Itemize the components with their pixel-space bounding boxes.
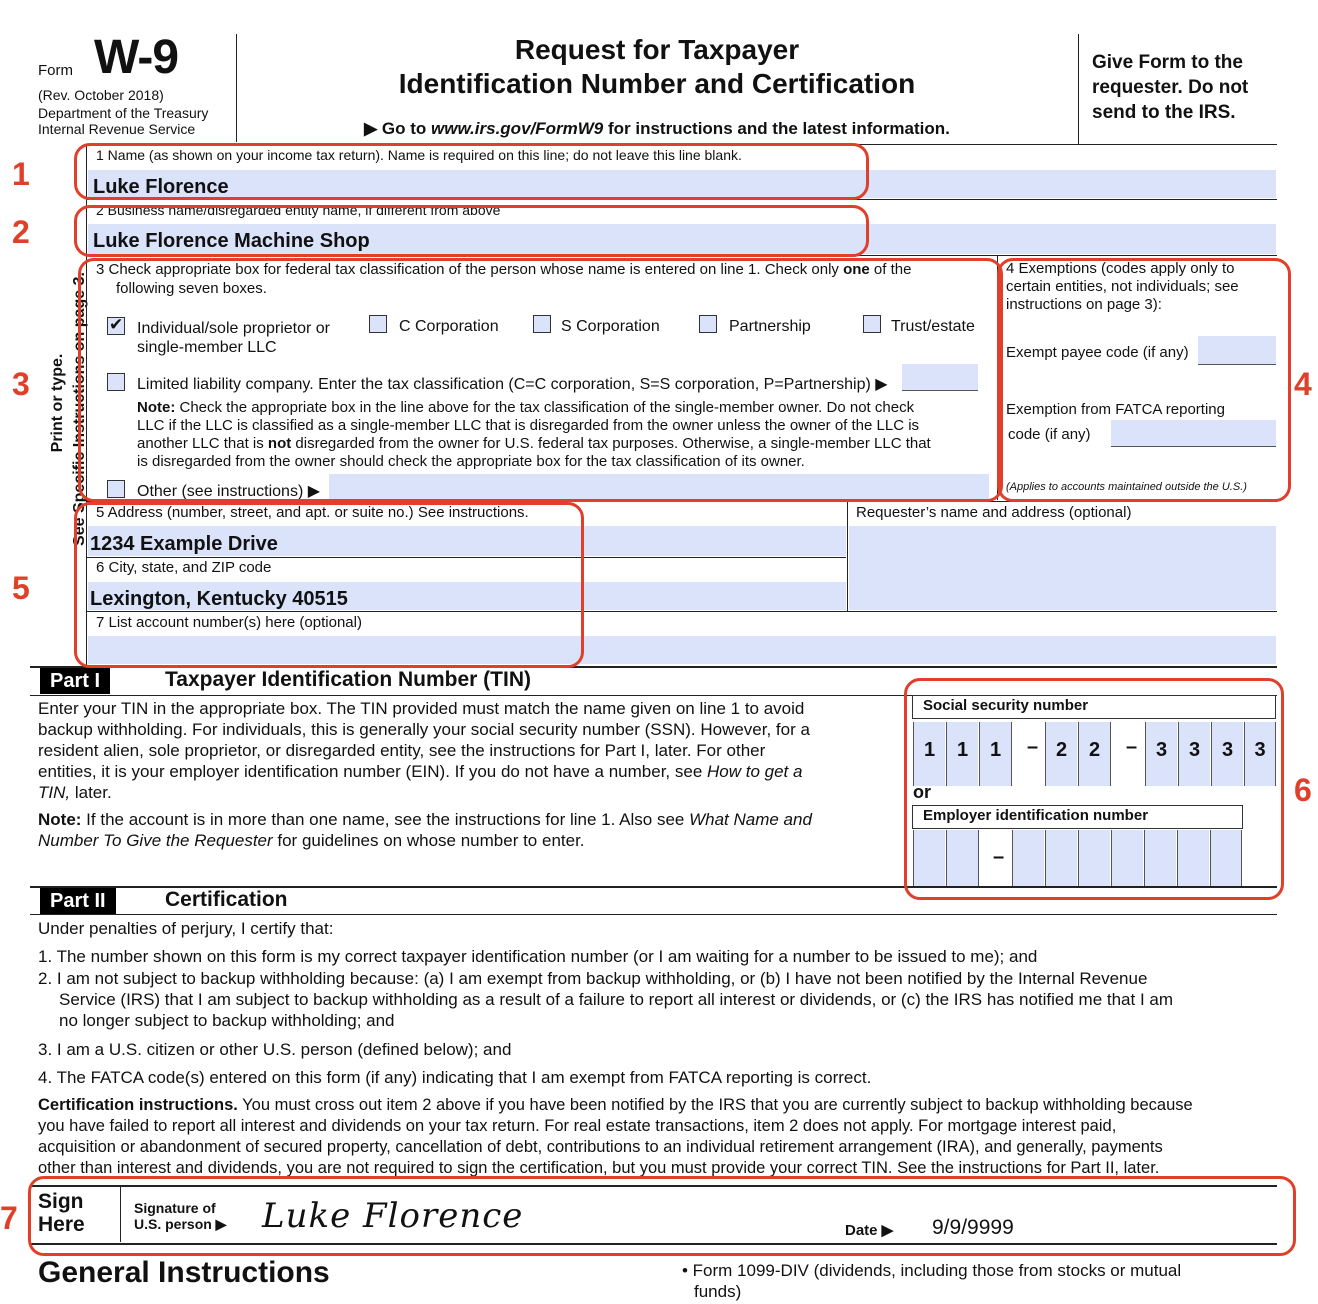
cert-item-3: 3. I am a U.S. citizen or other U.S. person (defined below); and xyxy=(38,1040,512,1059)
form-number: W-9 xyxy=(94,31,179,84)
callout-box-2 xyxy=(74,205,869,257)
or-label: or xyxy=(913,782,931,802)
ssn-dash-1: – xyxy=(1027,736,1039,758)
part1-p5 xyxy=(38,782,898,803)
ssn-digit[interactable]: 2 xyxy=(1045,722,1077,786)
ein-label: Employer identification number xyxy=(912,805,1243,829)
part1-p2: backup withholding. For individuals, this is generally your social security number (SSN). However, for a xyxy=(38,720,810,739)
cert-item-2c: no longer subject to backup withholding; and xyxy=(59,1011,395,1030)
callout-box-1 xyxy=(74,143,869,200)
label-trust-estate: Trust/estate xyxy=(891,318,975,335)
cert-item-4: 4. The FATCA code(s) entered on this form (if any) indicating that I am exempt from FATCA reporting is correct. xyxy=(38,1068,872,1087)
line6-label: 6 City, state, and ZIP code xyxy=(96,559,272,576)
line7-label: 7 List account number(s) here (optional) xyxy=(96,614,362,631)
note-line3c: disregarded from the owner for U.S. federal tax purposes. Otherwise, a single-member LLC that xyxy=(291,435,931,452)
requester-field[interactable] xyxy=(849,526,1276,610)
ssn-digit[interactable]: 3 xyxy=(1145,722,1177,786)
label-individual: Individual/sole proprietor or xyxy=(137,320,330,337)
callout-number-2: 2 xyxy=(12,214,30,250)
ssn-digit[interactable]: 3 xyxy=(1244,722,1276,786)
cert-instr-bold: Certification instructions. xyxy=(38,1096,238,1114)
requester-divider xyxy=(847,501,848,611)
fatca-applies-note: (Applies to accounts maintained outside the U.S.) xyxy=(1006,481,1247,493)
part1-title: Taxpayer Identification Number (TIN) xyxy=(165,668,531,691)
cert-item-2 xyxy=(38,968,1173,1031)
note-line4: is disregarded from the owner should check the appropriate box for the tax classification of its owner. xyxy=(137,453,805,470)
callout-box-6 xyxy=(904,678,1284,900)
fatca-label-2: code (if any) xyxy=(1008,426,1091,443)
note-bold: Note: xyxy=(137,399,176,416)
part1-note-bold: Note: xyxy=(38,810,82,829)
line3-label-a: 3 Check appropriate box for federal tax classification of the person whose name is entered on line 1. Check only xyxy=(96,261,844,278)
line3-label-c: of the xyxy=(869,261,912,278)
part1-p4 xyxy=(38,761,898,782)
goto-prefix: ▶ Go to xyxy=(364,119,432,138)
see-specific-instructions: See Specific Instructions on page 3. xyxy=(71,272,88,546)
label-partnership: Partnership xyxy=(729,318,811,335)
callout-box-3 xyxy=(78,258,1003,502)
note-line3-not: not xyxy=(267,435,292,452)
part1-n1b: What Name and xyxy=(689,810,812,829)
part1-p5a: TIN, xyxy=(38,783,71,802)
line4-l2: certain entities, not individuals; see xyxy=(1006,278,1239,295)
form-title-line1: Request for Taxpayer xyxy=(514,34,800,65)
cert-instr-4: other than interest and dividends, you are not required to sign the certification, but you must provide your correct TIN. See the instructions for Part II, later. xyxy=(38,1159,1160,1177)
callout-box-5 xyxy=(74,502,584,668)
exempt-payee-label: Exempt payee code (if any) xyxy=(1006,344,1189,361)
cert-item-1: 1. The number shown on this form is my correct taxpayer identification number (or I am waiting for a number to be issued to me); and xyxy=(38,947,1038,966)
general-instructions-title: General Instructions xyxy=(38,1256,330,1289)
cert-instructions xyxy=(38,1095,1283,1179)
part1-p1: Enter your TIN in the appropriate box. The TIN provided must match the name given on line 1 to avoid xyxy=(38,699,805,718)
cert-item-2b: Service (IRS) that I am subject to backup withholding as a result of a failure to report all interest or dividends, or (c) the IRS has notified me that I am xyxy=(59,990,1174,1009)
signature-label-2: U.S. person ▶ xyxy=(134,1216,227,1232)
agency: Internal Revenue Service xyxy=(38,121,196,137)
ssn-digit[interactable]: 3 xyxy=(1211,722,1243,786)
part2-tag: Part II xyxy=(40,888,116,914)
label-llc: Limited liability company. Enter the tax classification (C=C corporation, S=S corporation, P=Partnership) ▶ xyxy=(137,376,888,393)
line5-label: 5 Address (number, street, and apt. or suite no.) See instructions. xyxy=(96,504,529,521)
cert-intro: Under penalties of perjury, I certify that: xyxy=(38,919,334,938)
here-word: Here xyxy=(38,1213,85,1236)
line2-label: 2 Business name/disregarded entity name, if different from above xyxy=(96,202,501,218)
line6-city-value: Lexington, Kentucky 40515 xyxy=(90,588,348,610)
part1-p5b: later. xyxy=(70,783,112,802)
callout-number-1: 1 xyxy=(12,156,30,192)
label-s-corporation: S Corporation xyxy=(561,318,660,335)
label-c-corporation: C Corporation xyxy=(399,318,499,335)
part1-note-1 xyxy=(38,809,898,830)
part2-title: Certification xyxy=(165,888,288,911)
part1-tag: Part I xyxy=(40,668,110,694)
cert-item-2a: 2. I am not subject to backup withholding because: (a) I am exempt from backup withholding, or (b) I have not been notified by the Internal Revenue xyxy=(38,969,1148,988)
callout-number-4: 4 xyxy=(1294,366,1312,402)
ssn-dash-2: – xyxy=(1126,736,1138,758)
line4-l1: 4 Exemptions (codes apply only to xyxy=(1006,260,1235,277)
cert-instr-2: you have failed to report all interest and dividends on your tax return. For real estate transactions, item 2 does not apply. For mortgage interest paid, xyxy=(38,1117,1117,1135)
check-mark-icon: ✔ xyxy=(109,315,124,334)
date-label: Date ▶ xyxy=(845,1222,894,1239)
irs-link[interactable]: www.irs.gov/FormW9 xyxy=(431,119,604,138)
note-line3a: another LLC that is xyxy=(137,435,268,452)
instructions-link-line xyxy=(236,119,1078,139)
callout-number-5: 5 xyxy=(12,570,30,606)
callout-number-6: 6 xyxy=(1294,772,1312,808)
ssn-digit[interactable]: 3 xyxy=(1178,722,1210,786)
part1-p3: resident alien, sole proprietor, or disregarded entity, see the instructions for Part I, later. For other xyxy=(38,741,766,760)
ssn-digit[interactable]: 1 xyxy=(946,722,978,786)
ein-dash: – xyxy=(993,846,1005,868)
part1-p4b: How to get a xyxy=(707,762,803,781)
callout-number-7: 7 xyxy=(0,1200,18,1236)
line4-l3: instructions on page 3): xyxy=(1006,296,1162,313)
signature-field[interactable]: Luke Florence xyxy=(262,1196,524,1236)
ssn-digit[interactable]: 2 xyxy=(1078,722,1111,786)
cert-instr-3: acquisition or abandonment of secured property, cancellation of debt, contributions to an individual retirement arrangement (IRA), and generally, payments xyxy=(38,1138,1163,1156)
part2-title-rule xyxy=(30,914,1277,915)
general-bullet-1 xyxy=(682,1260,1181,1302)
note-line2: LLC if the LLC is classified as a single-member LLC that is disregarded from the owner unless the owner of the LLC is xyxy=(137,417,920,434)
sign-word: Sign xyxy=(38,1190,84,1213)
part1-n2b: for guidelines on whose number to enter. xyxy=(272,831,585,850)
part1-note-2 xyxy=(38,830,898,851)
part1-p4a: entities, it is your employer identification number (EIN). If you do not have a number, see xyxy=(38,762,708,781)
give-form-note: Give Form to the requester. Do not send to the IRS. xyxy=(1092,52,1249,123)
print-or-type: Print or type. xyxy=(49,353,66,453)
line3-label-one: one xyxy=(843,261,870,278)
signature-label-1: Signature of xyxy=(134,1200,216,1216)
form-title-line2: Identification Number and Certification xyxy=(398,68,916,99)
callout-number-3: 3 xyxy=(12,366,30,402)
bullet-line-2: funds) xyxy=(694,1282,742,1301)
ssn-digit[interactable]: 1 xyxy=(979,722,1012,786)
form-label: Form xyxy=(38,62,73,79)
ssn-label: Social security number xyxy=(912,695,1276,719)
callout-box-4 xyxy=(997,258,1291,502)
line2-business-value: Luke Florence Machine Shop xyxy=(93,230,370,252)
goto-suffix: for instructions and the latest information. xyxy=(603,119,950,138)
part1-n1a: If the account is in more than one name, see the instructions for line 1. Also see xyxy=(81,810,690,829)
cert-instr-1: You must cross out item 2 above if you have been notified by the IRS that you are currently subject to backup withholding because xyxy=(237,1096,1193,1114)
note-line1: Check the appropriate box in the line above for the tax classification of the single-member owner. Do not check xyxy=(175,399,915,416)
header-divider-right xyxy=(1078,34,1079,144)
callout-box-7 xyxy=(28,1176,1296,1256)
ssn-digit[interactable]: 1 xyxy=(913,722,945,786)
label-individual-2: single-member LLC xyxy=(137,339,277,356)
requester-label: Requester’s name and address (optional) xyxy=(856,504,1132,521)
line5-address-value: 1234 Example Drive xyxy=(90,533,278,555)
cut-off-text xyxy=(38,1298,598,1304)
revision-date: (Rev. October 2018) xyxy=(38,87,164,103)
fatca-label-1: Exemption from FATCA reporting xyxy=(1006,401,1225,418)
line3-label-d: following seven boxes. xyxy=(116,280,267,297)
bullet-line-1: • Form 1099-DIV (dividends, including those from stocks or mutual xyxy=(682,1261,1182,1280)
date-field[interactable]: 9/9/9999 xyxy=(932,1216,1014,1239)
part1-n2a: Number To Give the Requester xyxy=(38,831,273,850)
label-other: Other (see instructions) ▶ xyxy=(137,483,321,500)
line1-name-value: Luke Florence xyxy=(93,176,229,198)
department: Department of the Treasury xyxy=(38,105,209,121)
part1-instructions xyxy=(38,698,898,851)
line1-label: 1 Name (as shown on your income tax return). Name is required on this line; do not leave this line blank. xyxy=(96,147,742,163)
cert-instr-line1 xyxy=(38,1095,1283,1116)
